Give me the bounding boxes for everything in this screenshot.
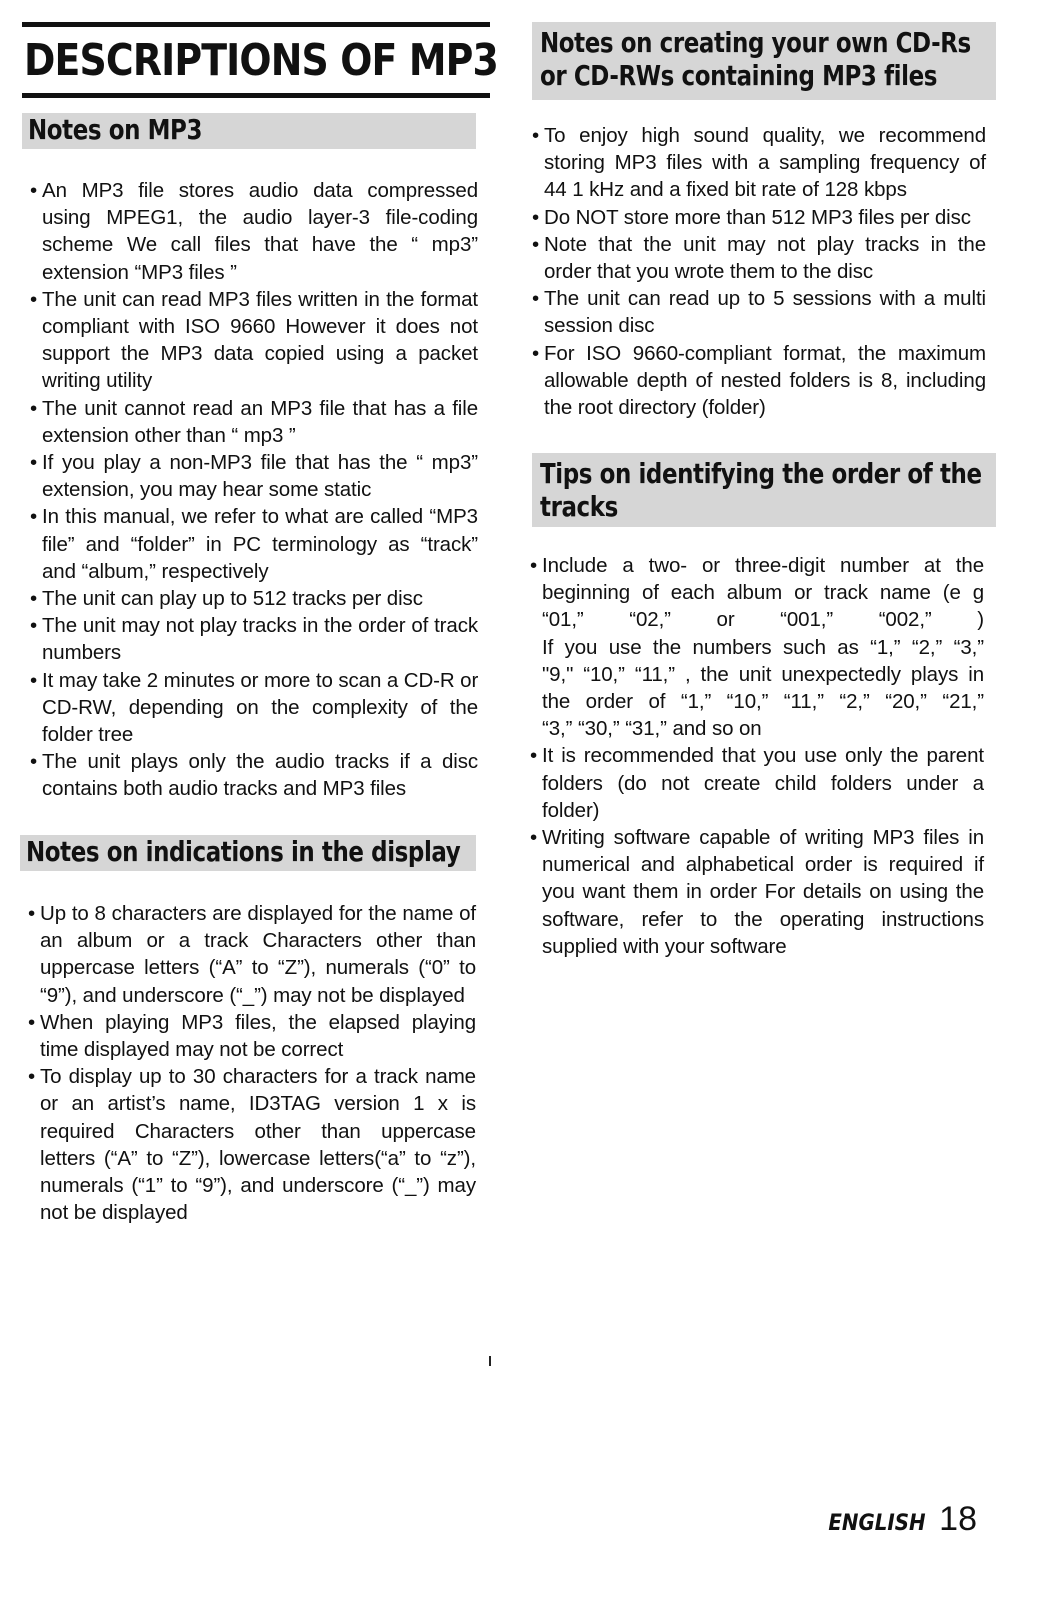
list-item <box>28 1063 476 1226</box>
list-item-line: storing MP3 files with a sampling frequency of <box>544 151 986 175</box>
list-item <box>532 204 986 231</box>
list-item-line: support the MP3 data copied using a packet <box>42 342 478 366</box>
list-item <box>530 742 984 824</box>
list-item-line: • Up to 8 characters are displayed for the name of <box>40 902 476 925</box>
list-item-line: or an artist’s name, ID3TAG version 1 x is <box>40 1092 476 1116</box>
section-heading-line1: Notes on creating your own CD-Rs <box>540 26 971 59</box>
list-item <box>532 285 986 339</box>
list-item-line: writing utility <box>42 369 153 393</box>
list-item-line: numbers <box>42 641 122 665</box>
list-item <box>30 748 478 802</box>
list-item <box>28 1009 476 1063</box>
list-item-line: • The unit cannot read an MP3 file that has a file <box>42 396 478 420</box>
section-heading-line2: tracks <box>540 490 618 523</box>
list-item-line: • In this manual, we refer to what are called “MP3 <box>42 505 478 529</box>
list-item-line: • The unit may not play tracks in the order of track <box>42 614 478 638</box>
list-item-line: letters (“A” to “Z”), lowercase letters(“a” to “z”), <box>40 1146 476 1170</box>
list-item-line: supplied with your software <box>542 934 787 958</box>
section-heading-line2: or CD-RWs containing MP3 files <box>540 59 937 92</box>
list-item-line: • An MP3 file stores audio data compressed <box>42 179 478 202</box>
section-heading-text: Notes on indications in the display <box>26 835 461 868</box>
list-item-line: not be displayed <box>40 1201 188 1225</box>
list-item <box>532 231 986 285</box>
list-item-line: CD-RW, depending on the complexity of the <box>42 695 478 719</box>
list-item <box>532 122 986 204</box>
list-item <box>30 395 478 449</box>
list-item-line: If you use the numbers such as “1,” “2,” “3,” <box>542 635 984 659</box>
list-item-line: software, refer to the operating instructions <box>542 907 984 931</box>
list-item-line: folders (do not create child folders under a <box>542 771 984 795</box>
list-item <box>28 900 476 1009</box>
list-item-line: allowable depth of nested folders is 8, including <box>544 368 986 392</box>
list-item-line: extension “MP3 files ” <box>42 260 237 284</box>
list-item <box>30 286 478 395</box>
list-item <box>30 449 478 503</box>
tips-order-list <box>530 552 984 960</box>
list-item-line: contains both audio tracks and MP3 files <box>42 777 407 801</box>
notes-display-list <box>28 900 476 1226</box>
list-item-line: folder) <box>542 798 600 822</box>
list-item-line: session disc <box>544 314 655 338</box>
list-item-line: compliant with ISO 9660 However it does not <box>42 315 478 339</box>
notes-cdr-list <box>532 122 986 421</box>
list-item-line: you want them in order For details on using the <box>542 880 984 904</box>
list-item-line: required Characters other than uppercase <box>40 1119 476 1143</box>
list-item-line: 44 1 kHz and a fixed bit rate of 128 kbps <box>544 178 907 202</box>
list-item <box>30 667 478 749</box>
list-item-line: • The unit can play up to 512 tracks per disc <box>42 587 423 611</box>
page-footer <box>823 1500 977 1539</box>
list-item-line: “3,” “30,” “31,” and so on <box>542 717 762 741</box>
list-item-line: file” and “folder” in PC terminology as “track” <box>42 532 478 556</box>
list-item-line: • It is recommended that you use only the parent <box>542 744 984 768</box>
section-heading-notes-mp3 <box>22 113 476 149</box>
list-item-line: • Do NOT store more than 512 MP3 files per disc <box>544 205 971 229</box>
section-heading-notes-cdr <box>532 22 996 100</box>
list-item-line: • Include a two- or three-digit number at the <box>542 554 984 577</box>
list-item <box>30 585 478 612</box>
list-item-line: • The unit can read MP3 files written in the format <box>42 287 478 311</box>
list-item-line: beginning of each album or track name (e g <box>542 581 984 605</box>
list-item-line: order that you wrote them to the disc <box>544 260 874 284</box>
list-item-line: “9”), and underscore (“_”) may not be displayed <box>40 983 465 1007</box>
list-item-line: time displayed may not be correct <box>40 1038 344 1062</box>
list-item <box>530 552 984 742</box>
list-item-line: • The unit plays only the audio tracks if a disc <box>42 750 478 774</box>
page-number: 18 <box>939 1500 977 1538</box>
list-item-line: an album or a track Characters other than <box>40 929 476 953</box>
list-item-line: • To display up to 30 characters for a track name <box>40 1065 476 1089</box>
list-item-line: using MPEG1, the audio layer-3 file-coding <box>42 206 478 230</box>
list-item-line: "9," “10,” “11,” , the unit unexpectedly plays in <box>542 662 984 686</box>
list-item <box>30 177 478 286</box>
center-tick-mark <box>489 1356 491 1366</box>
list-item-line: • It may take 2 minutes or more to scan a CD-R or <box>42 668 479 692</box>
footer-language: ENGLISH <box>828 1511 926 1536</box>
list-item-line: • If you play a non-MP3 file that has the “ mp3” <box>42 451 478 475</box>
section-heading-line1: Tips on identifying the order of the <box>540 457 982 490</box>
list-item-line: scheme We call files that have the “ mp3” <box>42 233 478 257</box>
list-item-line: the root directory (folder) <box>544 396 766 420</box>
section-heading-text: Notes on MP3 <box>28 113 203 146</box>
list-item <box>30 503 478 585</box>
list-item <box>530 824 984 960</box>
section-heading-tips-order <box>532 453 996 527</box>
list-item <box>30 612 478 666</box>
list-item-line: “01,” “02,” or “001,” “002,” ) <box>542 608 984 632</box>
list-item-line: the order of “1,” “10,” “11,” “2,” “20,” “21,” <box>542 690 984 714</box>
list-item-line: uppercase letters (“A” to “Z”), numerals (“0” to <box>40 956 476 980</box>
list-item-line: and “album,” respectively <box>42 559 269 583</box>
list-item-line: extension other than “ mp3 ” <box>42 423 296 447</box>
list-item-line: • Note that the unit may not play tracks in the <box>544 232 986 256</box>
list-item-line: numerical and alphabetical order is required if <box>542 853 984 877</box>
list-item-line: • Writing software capable of writing MP3 files in <box>542 826 984 850</box>
list-item-line: • To enjoy high sound quality, we recommend <box>544 124 986 147</box>
page-title-rule <box>22 22 498 98</box>
page-title: DESCRIPTIONS OF MP3 <box>24 35 498 86</box>
list-item <box>532 340 986 422</box>
list-item-line: numerals (“1” to “9”), and underscore (“_”) may <box>40 1174 476 1198</box>
list-item-line: • When playing MP3 files, the elapsed playing <box>40 1010 476 1034</box>
list-item-line: • For ISO 9660-compliant format, the maximum <box>544 341 986 365</box>
section-heading-notes-display <box>20 835 476 871</box>
list-item-line: folder tree <box>42 723 134 747</box>
list-item-line: • The unit can read up to 5 sessions with a multi <box>544 287 986 311</box>
notes-mp3-list <box>30 177 478 803</box>
list-item-line: extension, you may hear some static <box>42 478 372 502</box>
